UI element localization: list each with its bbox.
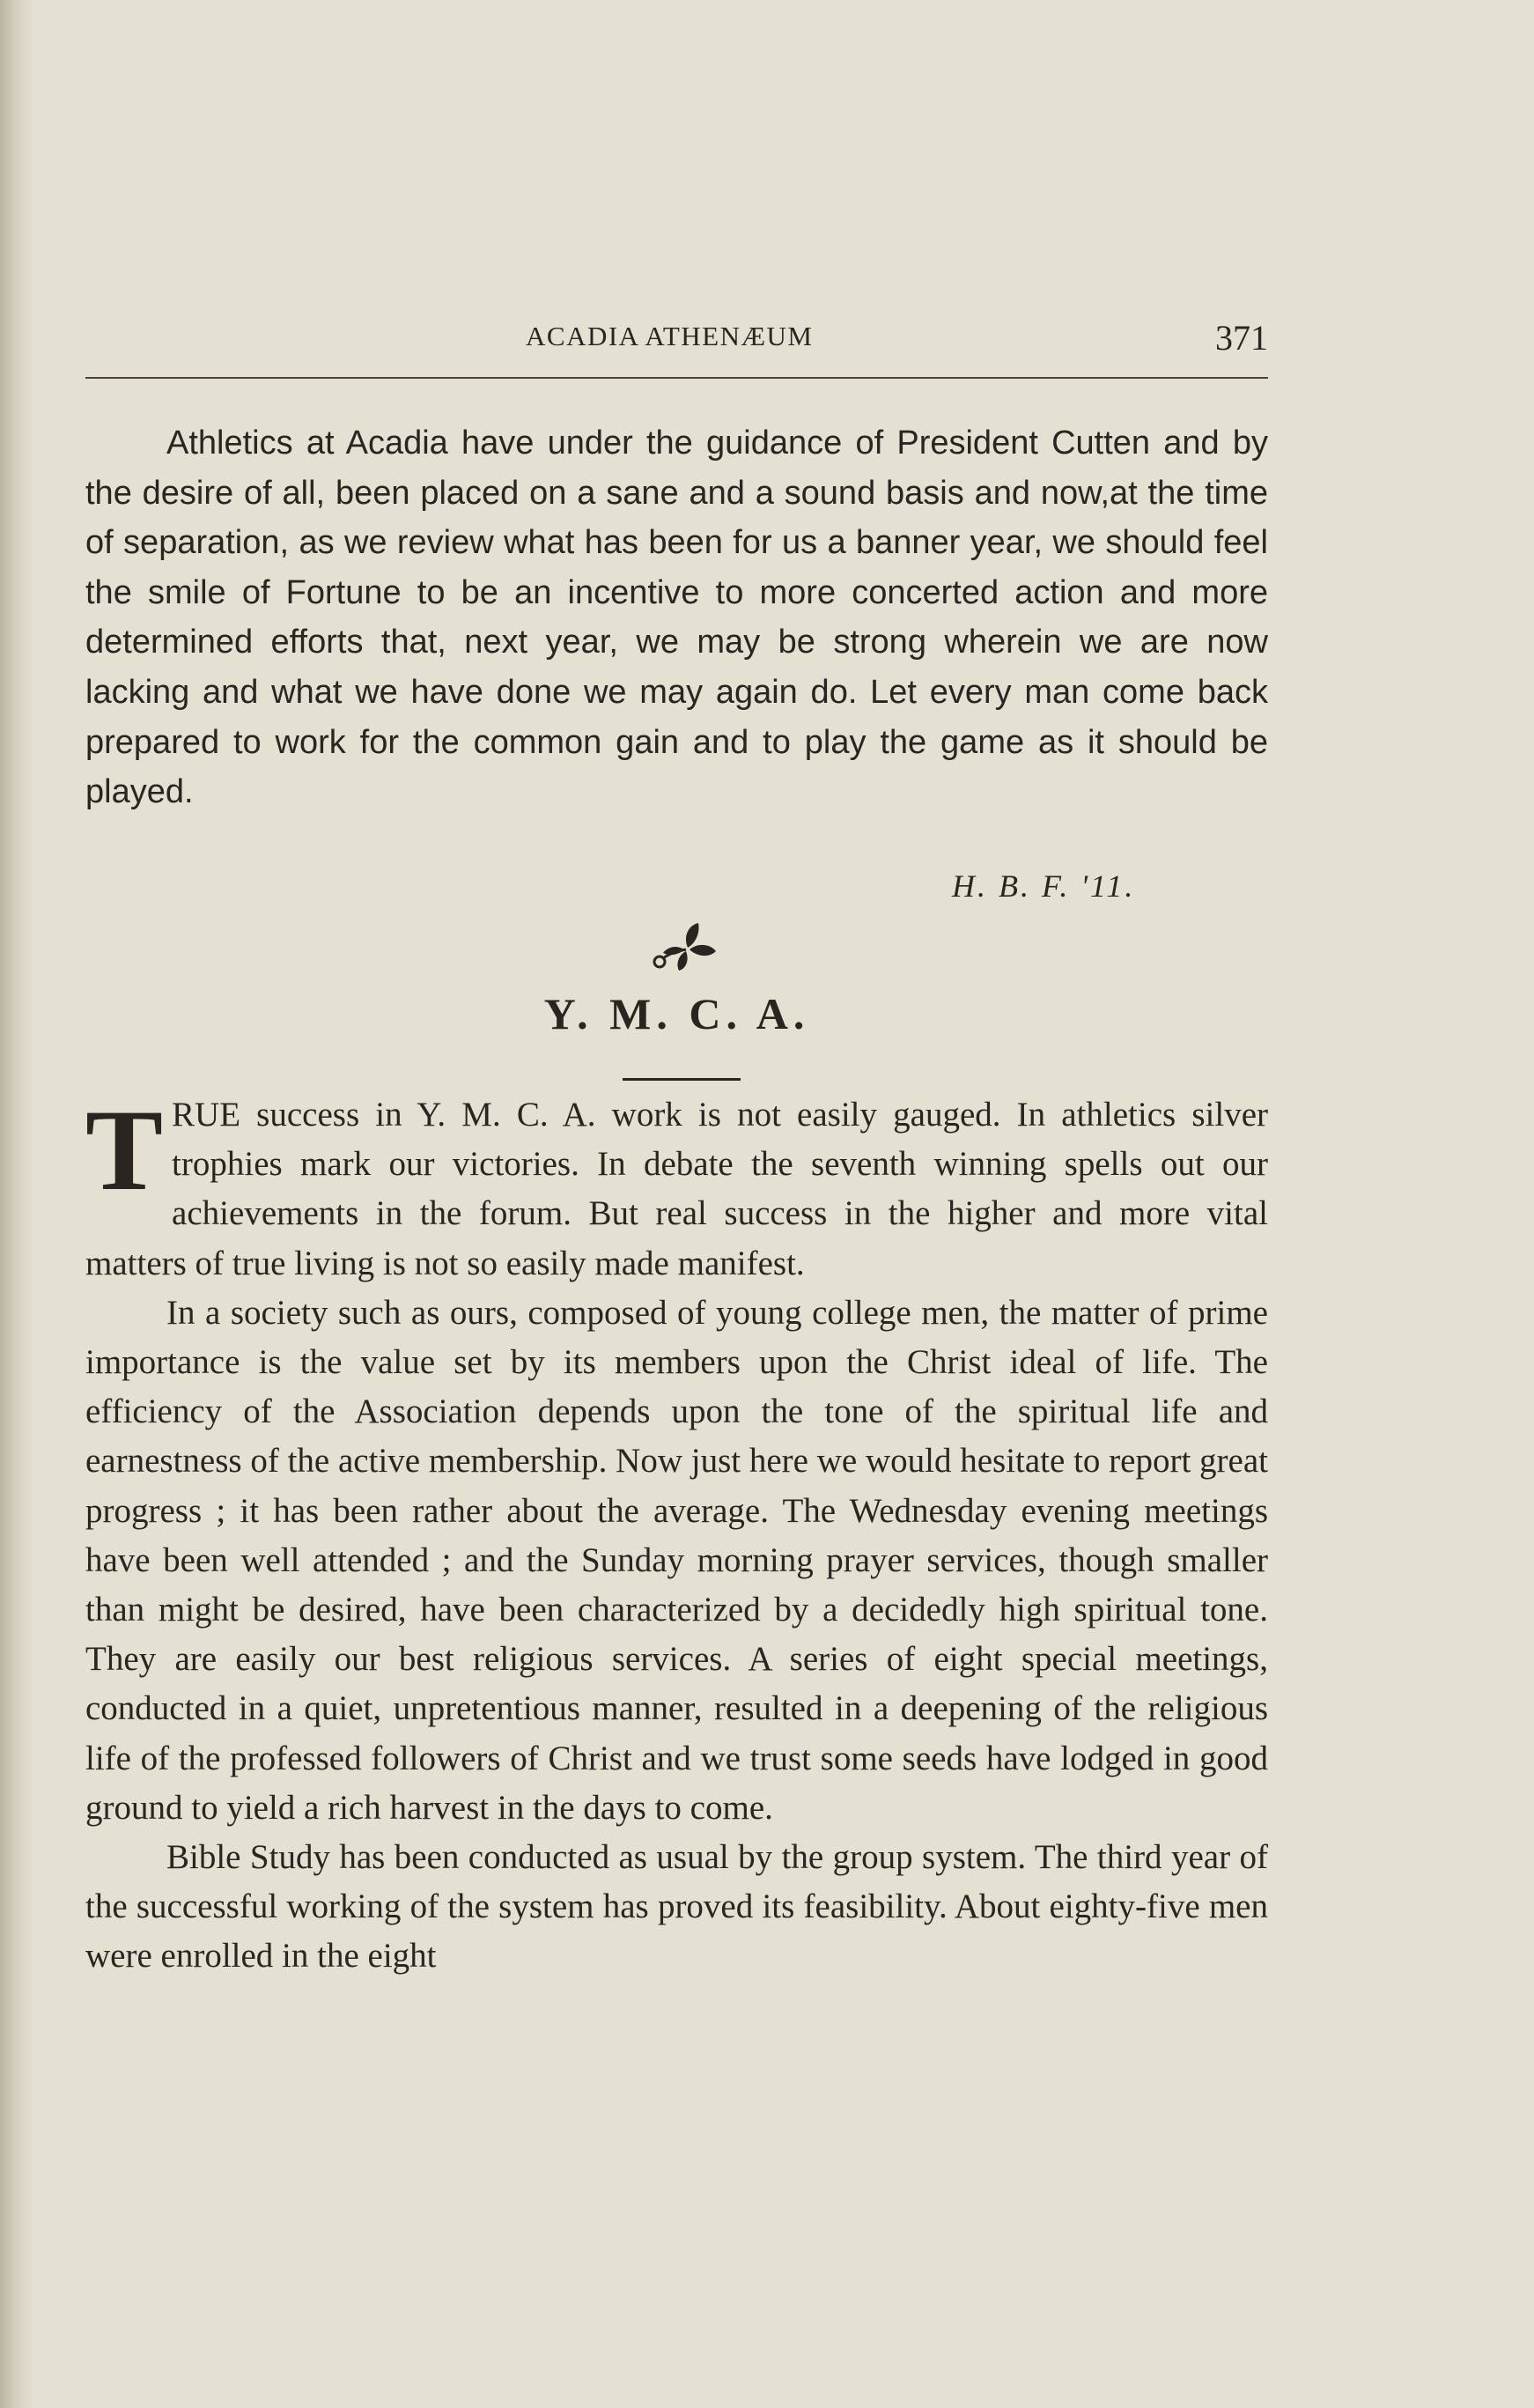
running-head — [85, 317, 1268, 370]
journal-title: ACADIA ATHENÆUM — [526, 321, 814, 351]
author-signature: H. B. F. '11. — [952, 868, 1136, 904]
book-spine-shadow — [0, 0, 33, 2408]
header-rule — [85, 377, 1268, 379]
athletics-section — [85, 418, 1268, 817]
ymca-heading: Y. M. C. A. — [543, 989, 810, 1038]
athletics-paragraph: Athletics at Acadia have under the guidance of President Cutten and by the desire of all, been placed on a sane and a sound basis and now,at the time of separation, as we review what has been for us a banner year, we should feel the smile of Fortune to be an incentive to more concerted action and more determined efforts that, next year, we may be strong wherein we are now lacking and what we have done we may again do. Let every man come back prepared to work for the common gain and to play the game as it should be played. — [85, 425, 1268, 811]
leaf-ornament-icon — [649, 918, 719, 974]
ymca-paragraph-1-text: RUE success in Y. M. C. A. work is not easily gauged. In athletics silver trophies mark our victories. In debate the seventh winning spells out our achievements in the forum. But real success in the higher and more vital matters of true living is not so easily made manifest. — [85, 1096, 1268, 1282]
heading-rule — [623, 1078, 741, 1081]
drop-cap: T — [85, 1085, 164, 1215]
ymca-section — [85, 1085, 1268, 1982]
ymca-paragraph-3: Bible Study has been conducted as usual by the group system. The third year of the successful working of the system has proved its feasibility. About eighty-five men were enrolled in the eight — [85, 1838, 1268, 1976]
ymca-paragraph-2: In a society such as ours, composed of young college men, the matter of prime importance is the value set by its members upon the Christ ideal of life. The efficiency of the Association depends upon the tone of the spiritual life and earnestness of the active membership. Now just here we would hesitate to report great progress ; it has been rather about the average. The Wednesday evening meetings have been well attended ; and the Sunday morning prayer services, though smaller than might be desired, have been characterized by a decidedly high spiritual tone. They are easily our best religious services. A series of eight special meetings, conducted in a quiet, unpretentious manner, resulted in a deepening of the religious life of the professed followers of Christ and we trust some seeds have lodged in good ground to yield a rich harvest in the days to come. — [85, 1293, 1268, 1827]
ymca-paragraph-1 — [85, 1085, 1268, 1289]
page-number: 371 — [1215, 318, 1268, 358]
